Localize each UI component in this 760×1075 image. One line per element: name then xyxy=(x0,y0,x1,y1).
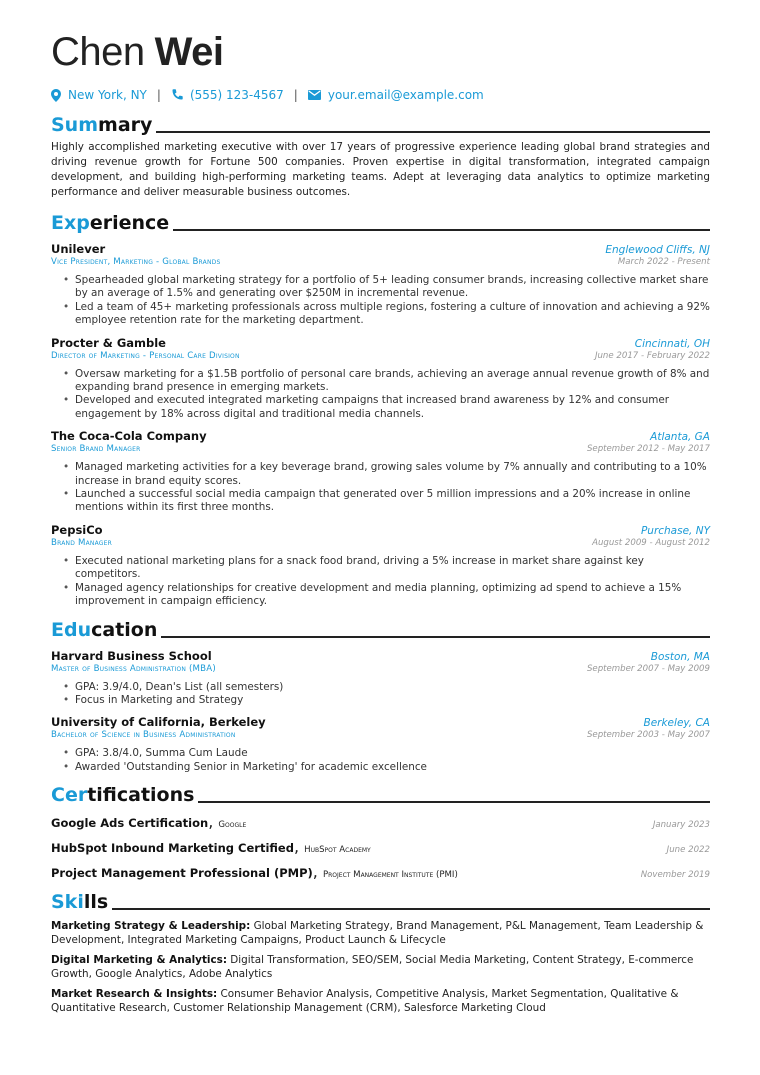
section-title: Certifications xyxy=(51,784,195,807)
skill-list: Global Marketing Strategy, Brand Management, P&L Management, Team Leadership & Development, Integrated Marketing Campaigns, Product Launch & Lifecycle xyxy=(51,920,704,947)
achievement-item: • Executed national marketing plans for a snack food brand, driving a 5% increase in market share against key competitors. xyxy=(63,555,710,582)
section-title: Experience xyxy=(51,212,170,234)
skill-list: Digital Transformation, SEO/SEM, Social Media Marketing, Content Strategy, E-commerce Growth, Google Analytics, Adobe Analytics xyxy=(51,954,694,981)
section-rule xyxy=(198,801,710,803)
school-name: Harvard Business School xyxy=(51,648,212,663)
education-detail-list xyxy=(51,681,710,708)
company-name: PepsiCo xyxy=(51,522,103,537)
skill-category: Digital Marketing & Analytics: xyxy=(51,954,227,967)
education-dates: September 2007 - May 2009 xyxy=(586,663,710,674)
education-detail-list xyxy=(51,747,710,774)
skill-category: Market Research & Insights: xyxy=(51,988,218,1001)
envelope-icon xyxy=(308,90,321,100)
skill-group xyxy=(51,953,710,981)
education-detail-item: • GPA: 3.8/4.0, Summa Cum Laude xyxy=(63,747,710,760)
certification-date: November 2019 xyxy=(640,870,710,881)
summary-section-header xyxy=(51,110,710,136)
company-name: The Coca-Cola Company xyxy=(51,429,207,444)
education-entry xyxy=(51,649,710,708)
job-title: Director of Marketing - Personal Care Division xyxy=(51,350,240,361)
degree-name: Bachelor of Science in Business Administration xyxy=(51,730,236,741)
achievement-item: • Oversaw marketing for a $1.5B portfolio of personal care brands, achieving an average annual revenue growth of 8% and expanding brand presence in emerging markets. xyxy=(63,368,710,395)
certification-item: HubSpot Inbound Marketing Certified, HubSpot Academy June 2022 xyxy=(51,837,710,857)
job-title: Vice President, Marketing - Global Brands xyxy=(51,257,221,267)
achievement-item: • Led a team of 45+ marketing professionals across multiple regions, fostering a culture of innovation and achieving a 92% employee retention rate for the marketing department. xyxy=(63,301,710,328)
achievement-list xyxy=(51,368,710,422)
map-marker-icon xyxy=(51,89,61,102)
summary-text: Highly accomplished marketing executive with over 17 years of progressive experience leading global brand strategies and driving revenue growth for Fortune 500 companies. Proven expertise in digital transformation, integrated campaign development, and building high-performing marketing teams. Adept at leveraging data analytics to optimize marketing performance and deliver measurable business outcomes. xyxy=(51,141,710,198)
certification-issuer: Project Management Institute (PMI) xyxy=(322,870,458,881)
certification-name: Google Ads Certification xyxy=(51,816,209,831)
contact-phone[interactable] xyxy=(171,88,284,102)
company-name: Procter & Gamble xyxy=(51,335,166,350)
section-title: Education xyxy=(51,618,158,641)
job-location: Purchase, NY xyxy=(640,524,710,537)
certification-date: January 2023 xyxy=(652,820,710,831)
certification-date: June 2022 xyxy=(666,845,710,856)
email-link: your.email@example.com xyxy=(327,88,484,102)
certification-item: Project Management Professional (PMP), Project Management Institute (PMI) November 2019 xyxy=(51,862,710,882)
experience-entry xyxy=(51,429,710,515)
school-location: Boston, MA xyxy=(650,650,710,663)
education-detail-item: • GPA: 3.9/4.0, Dean's List (all semesters) xyxy=(63,681,710,694)
skill-group xyxy=(51,987,710,1015)
education-detail-item: • Awarded 'Outstanding Senior in Marketing' for academic excellence xyxy=(63,761,710,774)
job-dates: June 2017 - February 2022 xyxy=(594,350,710,361)
section-rule xyxy=(156,131,710,133)
skill-category: Marketing Strategy & Leadership: xyxy=(51,920,251,933)
achievement-item: • Launched a successful social media campaign that generated over 5 million impressions and a 20% increase in online mentions within its first three months. xyxy=(63,488,710,515)
contact-separator: | xyxy=(156,88,161,102)
experience-entry xyxy=(51,242,710,328)
certification-item: Google Ads Certification, Google January 2023 xyxy=(51,812,710,832)
achievement-item: • Developed and executed integrated marketing campaigns that increased brand awareness by 12% and consumer engagement by 18% across digital and traditional media channels. xyxy=(63,394,710,421)
job-location: Atlanta, GA xyxy=(650,431,710,444)
certification-name: Project Management Professional (PMP) xyxy=(51,866,313,881)
job-dates: September 2012 - May 2017 xyxy=(586,444,710,455)
section-title: Summary xyxy=(51,114,153,136)
section-title: Skills xyxy=(51,891,109,914)
section-rule xyxy=(161,636,710,638)
school-location: Berkeley, CA xyxy=(643,717,710,730)
skills-section-header xyxy=(51,887,710,913)
experience-entry xyxy=(51,336,710,422)
certification-issuer: HubSpot Academy xyxy=(304,845,371,856)
skill-group xyxy=(51,919,710,947)
job-dates: March 2022 - Present xyxy=(617,257,710,267)
contact-location xyxy=(51,88,147,102)
section-rule xyxy=(112,908,710,910)
job-location: Cincinnati, OH xyxy=(634,337,710,350)
education-detail-item: • Focus in Marketing and Strategy xyxy=(63,694,710,707)
contact-email[interactable] xyxy=(308,88,484,102)
achievement-item: • Spearheaded global marketing strategy for a portfolio of 5+ leading consumer brands, increasing collective market share by an average of 1.5% and generating over $250M in incremental revenue. xyxy=(63,274,710,301)
section-rule xyxy=(173,229,710,231)
degree-name: Master of Business Administration (MBA) xyxy=(51,663,216,674)
last-name: Wei xyxy=(154,30,224,74)
achievement-list xyxy=(51,274,710,328)
achievement-list xyxy=(51,461,710,515)
contact-bar xyxy=(51,86,710,104)
phone-text: (555) 123-4567 xyxy=(189,88,284,102)
certification-issuer: Google xyxy=(218,820,247,831)
education-entry xyxy=(51,715,710,774)
job-dates: August 2009 - August 2012 xyxy=(592,537,710,548)
skill-list: Consumer Behavior Analysis, Competitive Analysis, Market Segmentation, Qualitative & Quantitative Research, Customer Relationship Management (CRM), Salesforce Marketing Cloud xyxy=(51,988,679,1015)
certifications-section-header xyxy=(51,780,710,806)
job-location: Englewood Cliffs, NJ xyxy=(605,244,710,256)
achievement-list xyxy=(51,555,710,609)
achievement-item: • Managed marketing activities for a key beverage brand, growing sales volume by 7% annually and contributing to a 10% increase in brand equity scores. xyxy=(63,461,710,488)
school-name: University of California, Berkeley xyxy=(51,715,266,730)
job-title: Senior Brand Manager xyxy=(51,444,141,455)
first-name: Chen xyxy=(51,30,145,74)
candidate-name xyxy=(51,28,710,76)
education-dates: September 2003 - May 2007 xyxy=(586,730,710,741)
certification-name: HubSpot Inbound Marketing Certified xyxy=(51,841,294,856)
achievement-item: • Managed agency relationships for creative development and media planning, optimizing ad spend to achieve a 15% improvement in campaign efficiency. xyxy=(63,582,710,609)
contact-separator: | xyxy=(293,88,298,102)
location-text: New York, NY xyxy=(68,88,147,102)
education-section-header xyxy=(51,615,710,641)
phone-icon xyxy=(171,89,183,101)
company-name: Unilever xyxy=(51,242,106,256)
experience-section-header xyxy=(51,208,710,234)
job-title: Brand Manager xyxy=(51,537,112,548)
experience-entry xyxy=(51,523,710,609)
